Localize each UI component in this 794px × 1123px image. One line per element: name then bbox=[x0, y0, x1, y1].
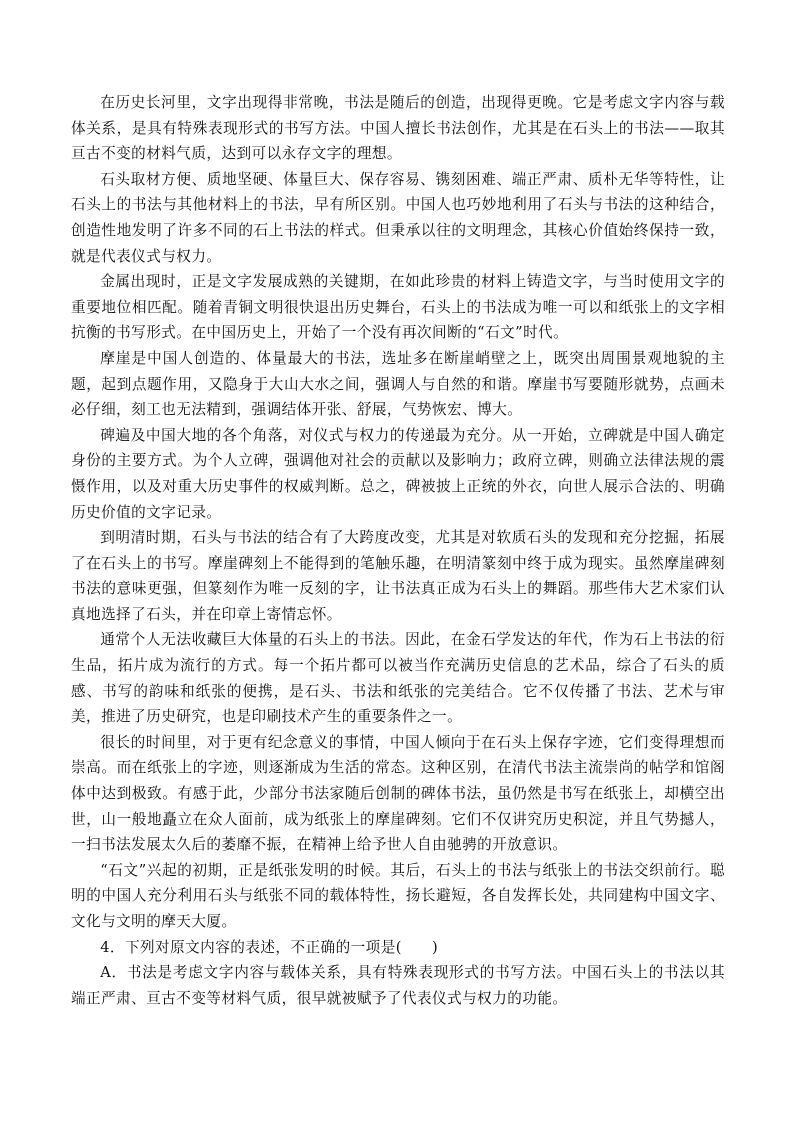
paragraph-1: 在历史长河里，文字出现得非常晚，书法是随后的创造，出现得更晚。它是考虑文字内容与载体关系，是具有特殊表现形式的书写方法。中国人擅长书法创作，尤其是在石头上的书法——取其亘古不变的材料气质，达到可以永存文字的理想。 bbox=[71, 94, 725, 163]
paragraph-7: 通常个人无法收藏巨大体量的石头上的书法。因此，在金石学发达的年代，作为石上书法的衍生品，拓片成为流行的方式。每一个拓片都可以被当作充满历史信息的艺术品，综合了石头的质感、书写的韵味和纸张的便携，是石头、书法和纸张的完美结合。它不仅传播了书法、艺术与审美，推进了历史研究，也是印刷技术产生的重要条件之一。 bbox=[71, 631, 725, 726]
question-option-a: A．书法是考虑文字内容与载体关系，具有特殊表现形式的书写方法。中国石头上的书法以其端正严肃、亘古不变等材料气质，很早就被赋予了代表仪式与权力的功能。 bbox=[71, 964, 725, 1007]
paragraph-8: 很长的时间里，对于更有纪念意义的事情，中国人倾向于在石头上保存字迹，它们变得理想而崇高。而在纸张上的字迹，则逐渐成为生活的常态。这种区别，在清代书法主流崇尚的帖学和馆阁体中达到极致。有感于此，少部分书法家随后创制的碑体书法，虽仍然是书写在纸张上，却横空出世，山一般地矗立在众人面前，成为纸张上的摩崖碑刻。它们不仅讲究历史积淀，并且气势撼人，一扫书法发展太久后的萎靡不振，在精神上给予世人自由驰骋的开放意识。 bbox=[71, 733, 725, 854]
paragraph-9: “石文”兴起的初期，正是纸张发明的时候。其后，石头上的书法与纸张上的书法交织前行。聪明的中国人充分利用石头与纸张不同的载体特性，扬长避短，各自发挥长处，共同建构中国文字、文化与文明的摩天大厦。 bbox=[71, 861, 725, 930]
paragraph-4: 摩崖是中国人创造的、体量最大的书法，选址多在断崖峭壁之上，既突出周围景观地貌的主题，起到点题作用，又隐身于大山大水之间，强调人与自然的和谐。摩崖书写要随形就势，点画未必仔细，刻工也无法精到，强调结体开张、舒展，气势恢宏、博大。 bbox=[71, 349, 725, 419]
paragraph-3: 金属出现时，正是文字发展成熟的关键期，在如此珍贵的材料上铸造文字，与当时使用文字的重要地位相匹配。随着青铜文明很快退出历史舞台，石头上的书法成为唯一可以和纸张上的文字相抗衡的书写形式。在中国历史上，开始了一个没有再次间断的“石文”时代。 bbox=[71, 273, 725, 342]
document-page bbox=[71, 90, 725, 1011]
question-stem: 4．下列对原文内容的表述，不正确的一项是( ) bbox=[100, 938, 439, 956]
paragraph-2: 石头取材方便、质地坚硬、体量巨大、保存容易、镌刻困难、端正严肃、质朴无华等特性，让石头上的书法与其他材料上的书法，早有所区别。中国人也巧妙地利用了石头与书法的这种结合，创造性地发明了许多不同的石上书法的样式。但秉承以往的文明理念，其核心价值始终保持一致，就是代表仪式与权力。 bbox=[71, 170, 725, 265]
paragraph-6: 到明清时期，石头与书法的结合有了大跨度改变，尤其是对软质石头的发现和充分挖掘，拓展了在石头上的书写。摩崖碑刻上不能得到的笔触乐趣，在明清篆刻中终于成为现实。虽然摩崖碑刻书法的意味更强，但篆刻作为唯一反刻的字，让书法真正成为石头上的舞蹈。那些伟大艺术家们认真地选择了石头，并在印章上寄情忘怀。 bbox=[71, 529, 725, 623]
paragraph-5: 碑遍及中国大地的各个角落，对仪式与权力的传递最为充分。从一开始，立碑就是中国人确定身份的主要方式。为个人立碑，强调他对社会的贡献以及影响力；政府立碑，则确立法律法规的震慑作用，以及对重大历史事件的权威判断。总之，碑被披上正统的外衣，向世人展示合法的、明确历史价值的文字记录。 bbox=[71, 426, 725, 521]
